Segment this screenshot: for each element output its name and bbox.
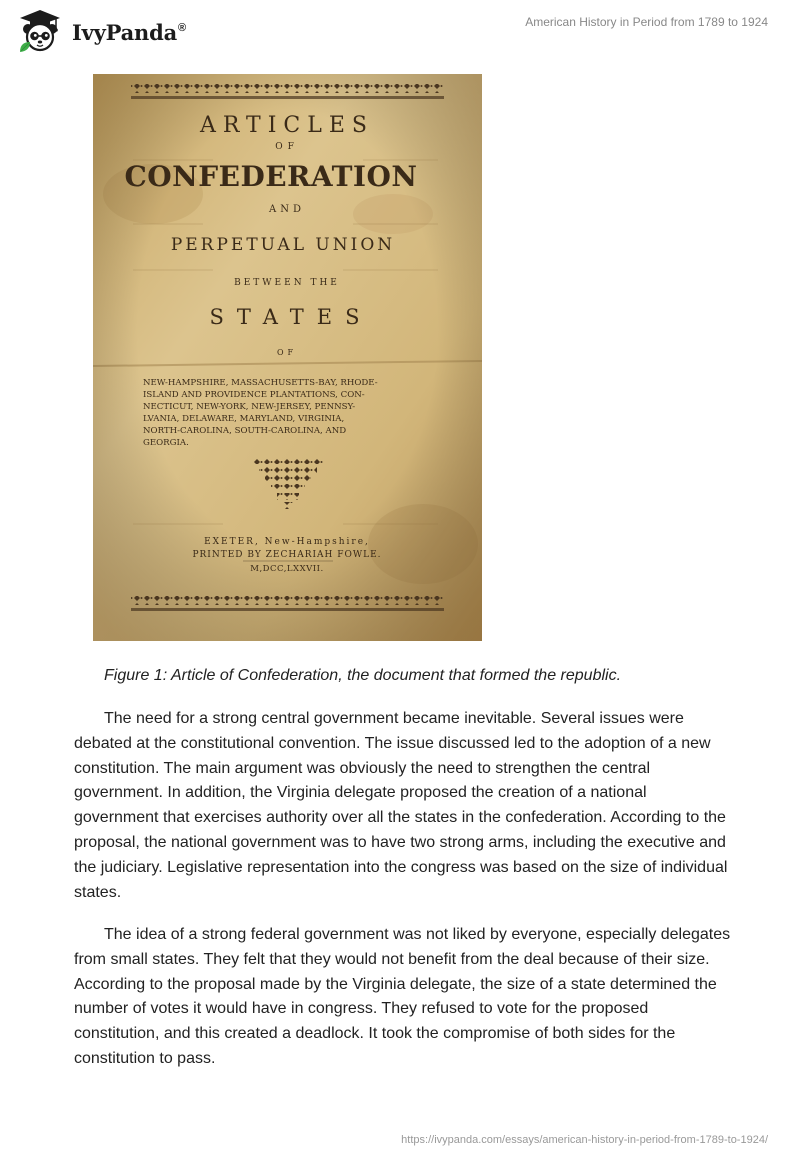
doc-states-line: ISLAND AND PROVIDENCE PLANTATIONS, CON-	[143, 390, 365, 400]
doc-states-line: NEW-HAMPSHIRE, MASSACHUSETTS-BAY, RHODE-	[143, 378, 378, 388]
ivypanda-logo[interactable]	[16, 8, 186, 56]
doc-imprint-printer: PRINTED BY ZECHARIAH FOWLE.	[192, 550, 382, 560]
doc-line-of: OF	[275, 142, 299, 152]
doc-line-perpetual-union: PERPETUAL UNION	[170, 235, 396, 255]
doc-states-line: NORTH-CAROLINA, SOUTH-CAROLINA, AND	[143, 426, 347, 436]
doc-imprint-year: M,DCC,LXXVII.	[250, 564, 324, 574]
page-header-title: American History in Period from 1789 to 1924	[525, 15, 768, 29]
doc-line-of-2: OF	[276, 348, 298, 357]
doc-line-articles: ARTICLES	[199, 113, 375, 138]
body-paragraph: The need for a strong central government became inevitable. Several issues were debated at the constitutional convention. The issue discussed led to the adoption of a new constitution. The main argument was obviously the need to strengthen the central government. In addition, the Virginia delegate proposed the creation of a national government that exercises authority over all the states in the confederation. According to the proposal, the national government was to have two strong arms, including the executive and the judiciary. Legislative representation into the congress was based on the size of individual states.	[74, 710, 728, 901]
doc-states-line: LVANIA, DELAWARE, MARYLAND, VIRGINIA,	[143, 414, 345, 424]
doc-imprint-exeter: EXETER, New-Hampshire,	[204, 537, 370, 547]
doc-line-confederation: CONFEDERATION	[124, 160, 418, 193]
confederation-document-image	[93, 74, 482, 641]
brand-name: IvyPanda®	[72, 19, 186, 45]
panda-graduate-icon	[16, 8, 64, 56]
bottom-ornament-border	[131, 596, 444, 605]
doc-states-line: GEORGIA.	[143, 438, 189, 448]
body-paragraph: The idea of a strong federal government was not liked by everyone, especially delegates from small states. They felt that they would not benefit from the deal because of their size. According to the proposal made by the Virginia delegate, the size of a state determined the number of votes it would have in congress. They refused to vote for the proposed constitution, and this created a deadlock. It took the compromise of both sides for the constitution to pass.	[74, 926, 731, 1067]
doc-line-states: STATES	[209, 305, 373, 329]
confederation-title-page	[93, 74, 482, 641]
doc-line-and: AND	[269, 204, 305, 215]
top-ornament-border	[131, 84, 444, 93]
doc-states-line: NECTICUT, NEW-YORK, NEW-JERSEY, PENNSY-	[143, 402, 356, 412]
source-url-link[interactable]: https://ivypanda.com/essays/american-history-in-period-from-1789-to-1924/	[401, 1134, 768, 1146]
doc-line-between-the: BETWEEN THE	[234, 278, 340, 288]
figure-caption: Figure 1: Article of Confederation, the document that formed the republic.	[104, 667, 622, 684]
